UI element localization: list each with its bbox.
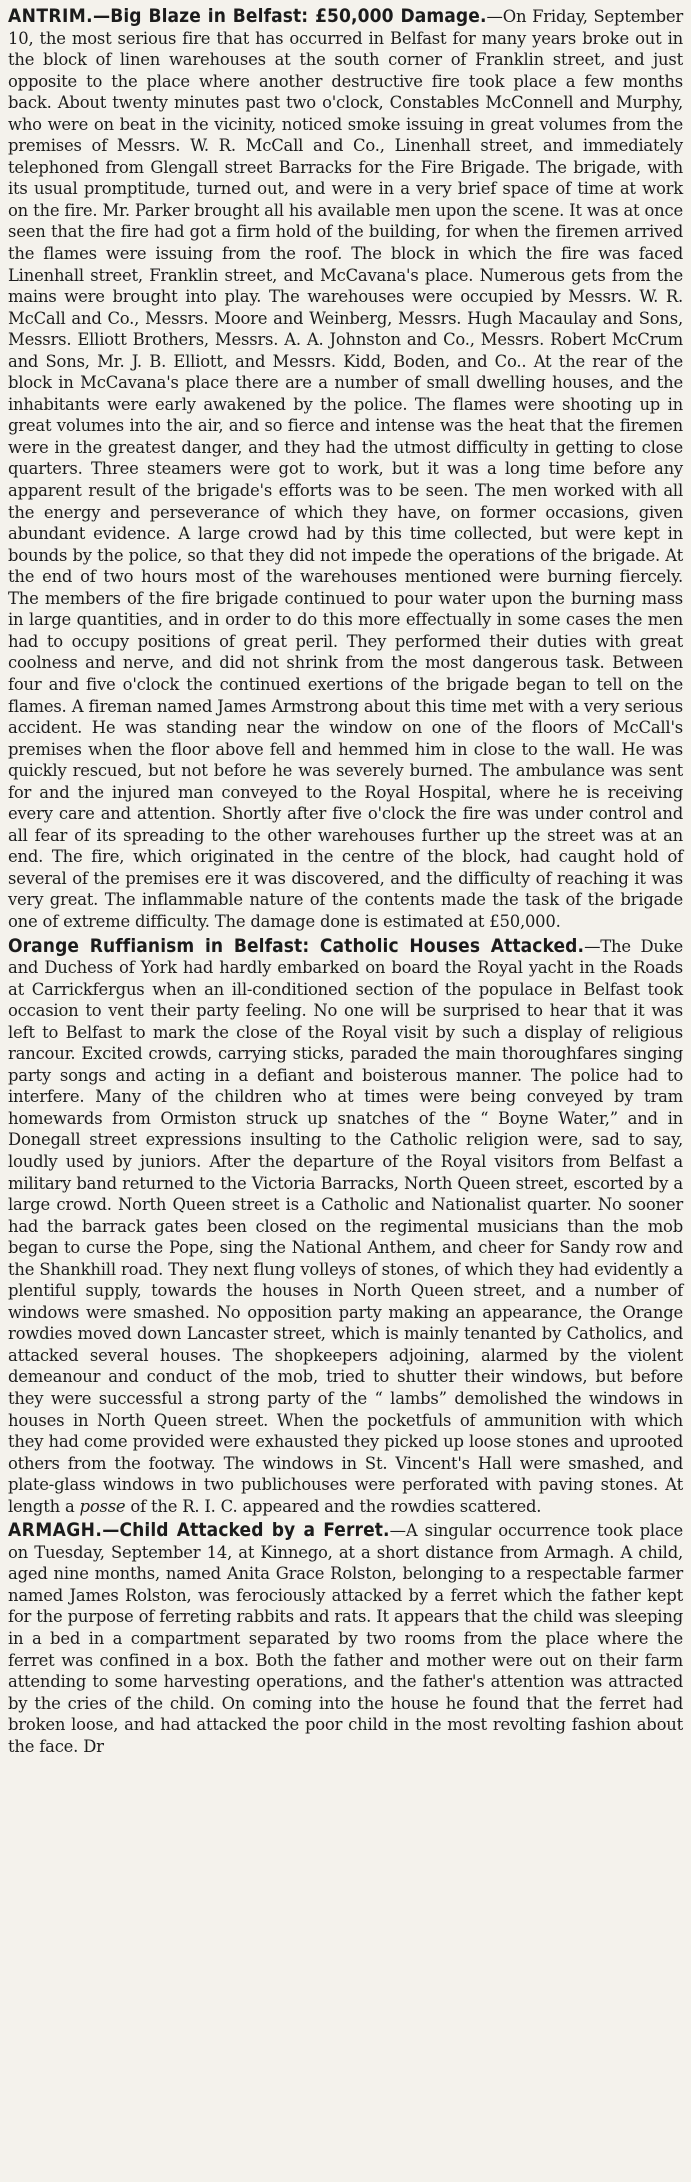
italic-word: posse xyxy=(79,1496,126,1516)
article-body: —The Duke and Duchess of York had hardly embarked on board the Royal yacht in the Roads at Carrickfergus when an ill-conditioned section of the populace in Belfast took occasion to vent their party feeling. No one will be surprised to hear that it was left to Belfast to mark the close of the Royal visit by such a display of religious rancour. Excited crowds, carrying sticks, paraded the main thoroughfares singing party songs and acting in a defiant and boisterous manner. The police had to interfere. Many of the children who at times were being conveyed by tram homewards from Ormiston struck up snatches of the “ Boyne Water,” and in Donegall street expressions insulting to the Catholic religion were, sad to say, loudly used by juniors. After the departure of the Royal visitors from Belfast a military band returned to the Victoria Barracks, North Queen street, escorted by a large crowd. North Queen street is a Catholic and Nationalist quarter. No sooner had the barrack gates been closed on the regimental musicians than the mob began to curse the Pope, sing the National Anthem, and cheer for Sandy row and the Shankhill road. They next flung volleys of stones, of which they had evidently a plentiful supply, towards the houses in North Queen street, and a number of windows were smashed. No opposition party making an appearance, the Orange rowdies moved down Lancaster street, which is mainly tenanted by Catholics, and attacked several houses. The shopkeepers adjoining, alarmed by the violent demeanour and conduct of the mob, tried to shutter their windows, but before they were successful a strong party of the “ lambs” demolished the windows in houses in North Queen street. When the pocketfuls of ammunition with which they had come provided were exhausted they picked up loose stones and uprooted others from the footway. The windows in St. Vincent's Hall were smashed, and plate-glass windows in two publichouses were perforated with paving stones. At length a posse of the R. I. C. appeared and the rowdies scattered. xyxy=(8,936,684,1516)
article-antrim-fire xyxy=(8,6,683,933)
article-place: ARMAGH. xyxy=(8,1519,103,1542)
article-place: ANTRIM. xyxy=(8,5,94,27)
article-headline xyxy=(8,5,487,27)
article-body: —On Friday, September 10, the most serious fire that has occurred in Belfast for many years broke out in the block of linen warehouses at the south corner of Franklin street, and just opposite to the place where another destructive fire took place a few months back. About twenty minutes past two o'clock, Constables McConnell and Murphy, who were on beat in the vicinity, noticed smoke issuing in great volumes from the premises of Messrs. W. R. McCall and Co., Linenhall street, and immediately telephoned from Glengall street Barracks for the Fire Brigade. The brigade, with its usual promptitude, turned out, and were in a very brief space of time at work on the fire. Mr. Parker brought all his available men upon the scene. It was at once seen that the fire had got a firm hold of the building, for when the firemen arrived the flames were issuing from the roof. The block in which the fire was faced Linenhall street, Franklin street, and McCavana's place. Numerous gets from the mains were brought into play. The warehouses were occupied by Messrs. W. R. McCall and Co., Messrs. Moore and Weinberg, Messrs. Hugh Macaulay and Sons, Messrs. Elliott Brothers, Messrs. A. A. Johnston and Co., Messrs. Robert McCrum and Sons, Mr. J. B. Elliott, and Messrs. Kidd, Boden, and Co.. At the rear of the block in McCavana's place there are a number of small dwelling houses, and the inhabitants were early awakened by the police. The flames were shooting up in great volumes into the air, and so fierce and intense was the heat that the firemen were in the greatest danger, and they had the utmost difficulty in getting to close quarters. Three steamers were got to work, but it was a long time before any apparent result of the brigade's efforts was to be seen. The men worked with all the energy and perseverance of which they have, on former occasions, given abundant evidence. A large crowd had by this time collected, but were kept in bounds by the police, so that they did not impede the operations of the brigade. At the end of two hours most of the warehouses mentioned were burning fiercely. The members of the fire brigade continued to pour water upon the burning mass in large quantities, and in order to do this more effectually in some cases the men had to occupy positions of great peril. They performed their duties with great coolness and nerve, and did not shrink from the most dangerous task. Between four and five o'clock the continued exertions of the brigade began to tell on the flames. A fireman named James Armstrong about this time met with a very serious accident. He was standing near the window on one of the floors of McCall's premises when the floor above fell and hemmed him in close to the wall. He was quickly rescued, but not before he was severely burned. The ambulance was sent for and the injured man conveyed to the Royal Hospital, where he is receiving every care and attention. Shortly after five o'clock the fire was under control and all fear of its spreading to the other warehouses further up the street was at an end. The fire, which originated in the centre of the block, had caught hold of several of the premises ere it was discovered, and the difficulty of reaching it was very great. The inflammable nature of the contents made the task of the brigade one of extreme difficulty. The damage done is estimated at £50,000. xyxy=(8,7,683,931)
article-title: —Child Attacked by a Ferret. xyxy=(102,1519,390,1542)
article-headline xyxy=(8,1519,390,1541)
article-orange-ruffianism xyxy=(8,936,683,1518)
article-title: —Big Blaze in Belfast: £50,000 Damage. xyxy=(93,5,487,27)
article-armagh-ferret xyxy=(8,1520,683,1757)
article-headline xyxy=(8,935,584,957)
article-body: —A singular occurrence took place on Tuesday, September 14, at Kinnego, at a short distance from Armagh. A child, aged nine months, named Anita Grace Rolston, belonging to a respectable farmer named James Rolston, was ferociously attacked by a ferret which the father kept for the purpose of ferreting rabbits and rats. It appears that the child was sleeping in a bed in a compartment separated by two rooms from the place where the ferret was confined in a box. Both the father and mother were out on their farm attending to some harvesting operations, and the father's attention was attracted by the cries of the child. On coming into the house he found that the ferret had broken loose, and had attacked the poor child in the most revolting fashion about the face. Dr xyxy=(8,1521,683,1756)
article-title: Orange Ruffianism in Belfast: Catholic Houses Attacked. xyxy=(8,934,585,957)
